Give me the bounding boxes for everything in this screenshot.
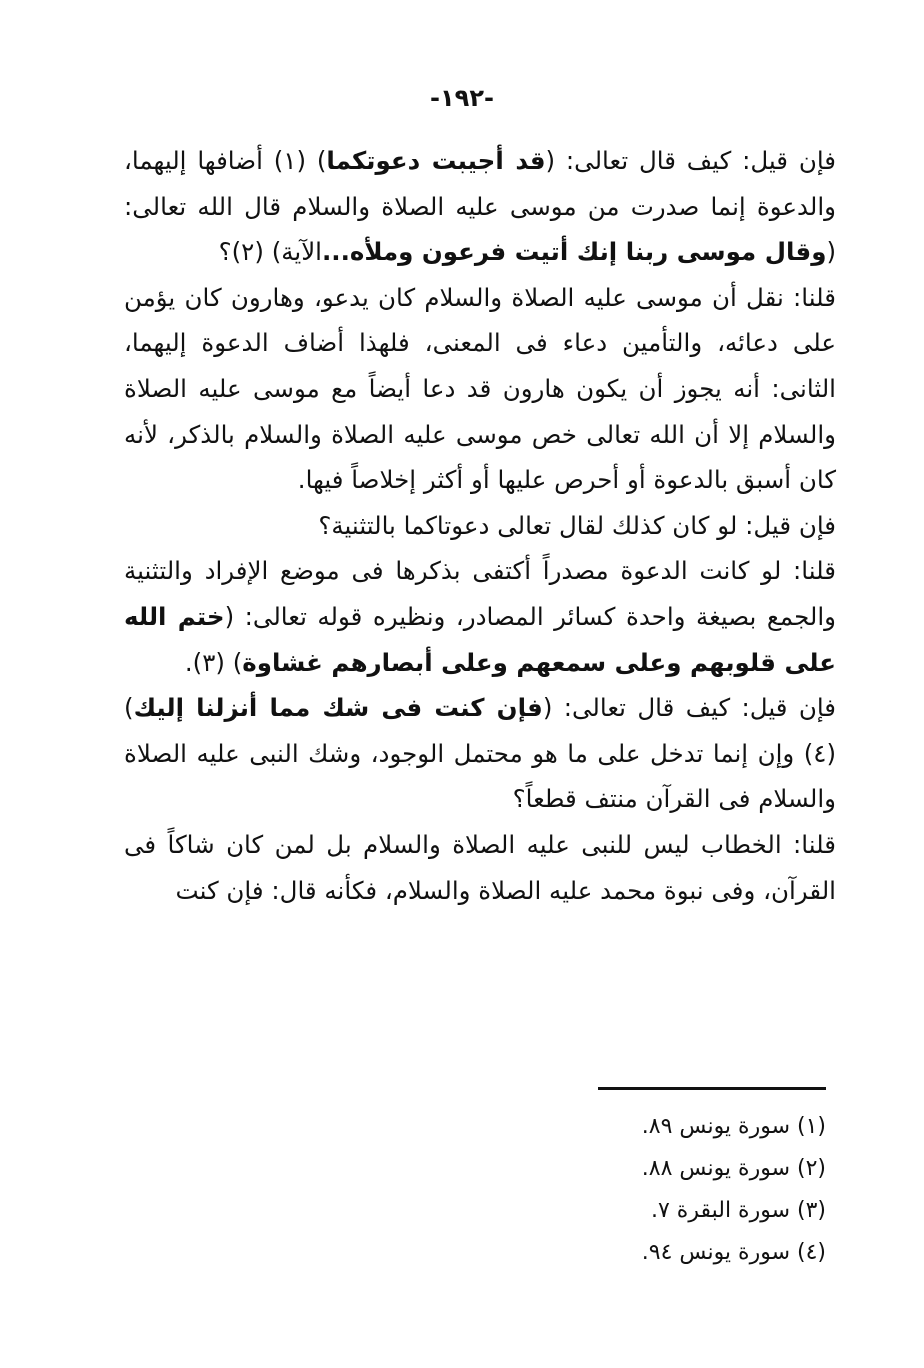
text-run: ) (٣). bbox=[184, 647, 243, 677]
quran-quote: قد أجيبت دعوتكما bbox=[326, 146, 546, 175]
paragraph-answer-2 bbox=[124, 548, 836, 685]
quran-quote: ختم الله على قلوبهم وعلى سمعهم وعلى أبصارهم غشاوة bbox=[124, 601, 836, 677]
text-run: فإن قيل: لو كان كذلك لقال تعالى دعوتاكما بالتثنية؟ bbox=[318, 510, 836, 540]
text-run: فإن قيل: كيف قال تعالى: ( bbox=[542, 693, 836, 723]
text-run: قلنا: لو كانت الدعوة مصدراً أكتفى بذكرها فى موضع الإفراد والتثنية والجمع بصيغة واحدة كسائر المصادر، ونظيره قوله تعالى: ( bbox=[124, 556, 836, 631]
footnote-3: (٣) سورة البقرة ٧. bbox=[650, 1198, 826, 1223]
paragraph-question-1 bbox=[124, 138, 836, 275]
paragraph-question-3 bbox=[124, 685, 836, 822]
body-text bbox=[124, 138, 836, 913]
text-run: قلنا: نقل أن موسى عليه الصلاة والسلام كان يدعو، وهارون كان يؤمن على دعائه، والتأمين دعاء فى المعنى، فلهذا أضاف الدعوة إليهما، الثانى: أنه يجوز أن يكون هارون قد دعا أيضاً مع موسى عليه الصلاة والسلام إلا أن الله تعالى خص موسى عليه الصلاة والسلام بالذكر، لأنه كان أسبق بالدعوة أو أحرص عليها أو أكثر إخلاصاً فيها. bbox=[124, 282, 836, 495]
footnotes bbox=[560, 1106, 826, 1274]
text-run: ) (٤) وإن إنما تدخل على ما هو محتمل الوجود، وشك النبى عليه الصلاة والسلام فى القرآن منتف قطعاً؟ bbox=[124, 693, 836, 814]
page-number: -١٩٢- bbox=[430, 84, 494, 112]
footnote-4: (٤) سورة يونس ٩٤. bbox=[641, 1240, 826, 1265]
paragraph-question-2 bbox=[124, 503, 836, 549]
footnote-divider bbox=[598, 1087, 826, 1090]
quran-quote: وقال موسى ربنا إنك أتيت فرعون وملأه... bbox=[321, 237, 827, 267]
text-run: ) (١) أضافها إليهما، والدعوة إنما صدرت من موسى عليه الصلاة والسلام قال الله تعالى: ( bbox=[124, 146, 836, 267]
text-run: قلنا: الخطاب ليس للنبى عليه الصلاة والسلام بل لمن كان شاكاً فى القرآن، وفى نبوة محمد عليه الصلاة والسلام، فكأنه قال: فإن كنت bbox=[124, 829, 836, 905]
paragraph-answer-3 bbox=[124, 822, 836, 913]
paragraph-answer-1 bbox=[124, 275, 836, 503]
text-run: الآية) (٢)؟ bbox=[218, 237, 322, 267]
quran-quote: فإن كنت فى شك مما أنزلنا إليك bbox=[133, 693, 543, 723]
footnote-1: (١) سورة يونس ٨٩. bbox=[641, 1114, 826, 1139]
footnote-2: (٢) سورة يونس ٨٨. bbox=[641, 1156, 826, 1181]
text-run: فإن قيل: كيف قال تعالى: ( bbox=[545, 146, 836, 175]
